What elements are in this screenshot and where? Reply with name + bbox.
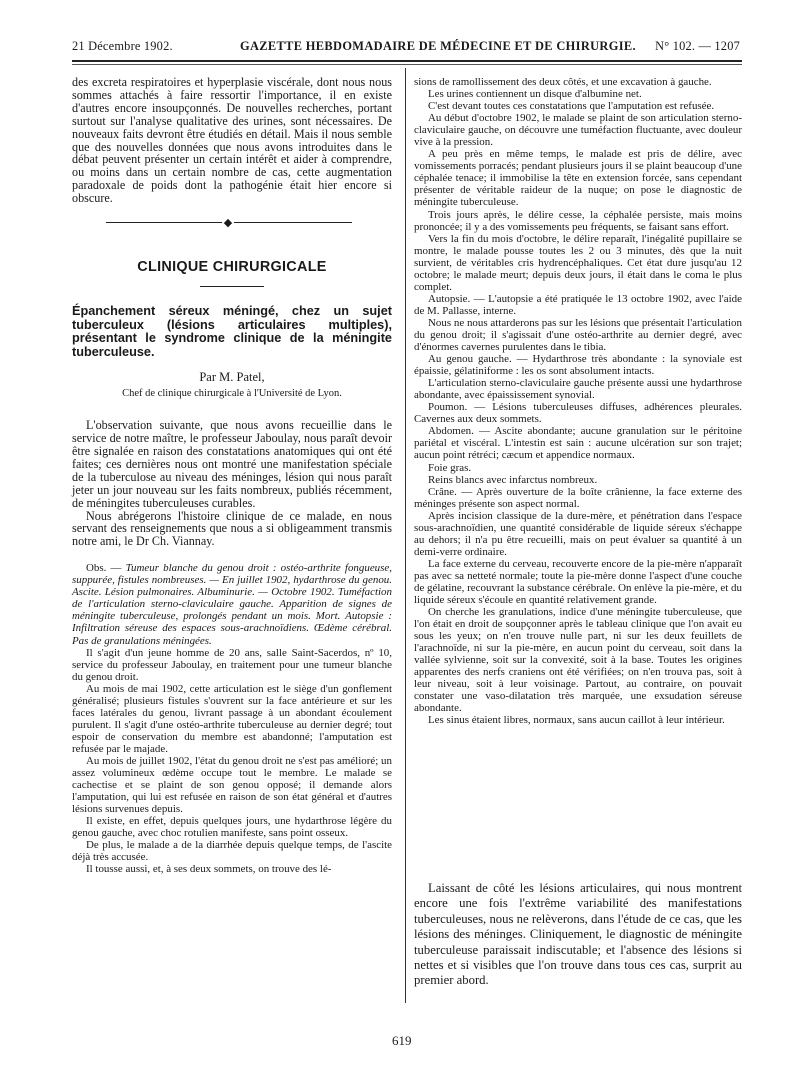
autopsy-paragraph: Abdomen. — Ascite abondante; aucune granulation sur le péritoine pariétal et viscéral. L'intestin est sain : aucune ulcération sur son trajet; aucun point rétréci; cæcum et appendice normaux. (414, 425, 742, 462)
observation-paragraph: Trois jours après, le délire cesse, la céphalée persiste, mais moins prononcée; il y a des vomissements peu fréquents, se faisant sans effort. (414, 208, 742, 233)
author-affiliation: Chef de clinique chirurgicale à l'Université de Lyon. (122, 388, 342, 400)
observation-paragraph: C'est devant toutes ces constatations que l'amputation est refusée. (428, 100, 715, 113)
observation-paragraph: Au mois de mai 1902, cette articulation est le siège d'un gonflement généralisé; plusieurs fistules s'ouvrent sur la face antérieure et sur les faces latérales du genou, livrant passage à un abondant écoulement purulent. Il s'agit d'une ostéo-arthrite tuberculeuse au dernier degré; tout espoir de conservation du membre est abandonné; l'amputation est refusée par le majade. (72, 682, 392, 755)
observation-paragraph: Au début d'octobre 1902, le malade se plaint de son articulation sterno-claviculaire gauche, on découvre une tuméfaction fluctuante, avec douleur vive à la pression. (414, 112, 742, 149)
autopsy-paragraph: Les sinus étaient libres, normaux, sans aucun caillot à leur intérieur. (428, 714, 725, 727)
autopsy-paragraph: Au genou gauche. — Hydarthrose très abondante : la synoviale est épaissie, gélatiniforme : les os sont absolument intacts. (414, 353, 742, 378)
autopsy-paragraph: Reins blancs avec infarctus nombreux. (428, 473, 598, 486)
right-column (414, 76, 742, 727)
conclusion-text: Laissant de côté les lésions articulaires, qui nous montrent encore une fois l'extrême variabilité des manifestations tuberculeuses, nous ne relèverons, dans l'étude de ce cas, que les lésions des méninges. Cliniquement, le diagnostic de méningite tuberculeuse paraissait indiscutable; et l'absence des lésions si nettes et si visibles que l'on trouve dans tous ces cas, surprit au premier abord. (414, 881, 742, 988)
observation-paragraph: Il tousse aussi, et, à ses deux sommets, on trouve des lé- (86, 863, 332, 876)
section-separator (72, 213, 392, 233)
article-byline: Par M. Patel, (199, 370, 265, 385)
observation-paragraph: De plus, le malade a de la diarrhée depuis quelque temps, de l'ascite déjà très accusée. (72, 839, 392, 864)
header-issue-number: N° 102. — 1207 (655, 39, 740, 53)
left-intro-paragraph: des excreta respiratoires et hyperplasie viscérale, dont nous nous sommes attachés à faire ressortir l'importance, il en existe d'autres encore insoupçonnés. De nouvelles recherches, portant surtout sur l'analyse qualitative des urines, sont nécessaires. De nouveaux faits devront être étudiés en détail. Mais il nous semble que des nouvelles données que nous avons introduites dans le débat peuvent présenter un certain intérêt et aider à comprendre, ou moins dans un certain nombre de cas, cette augmentation paradoxale de poids dont la pathogénie était hier encore si obscure. (72, 75, 392, 206)
observation-paragraph: Au mois de juillet 1902, l'état du genou droit ne s'est pas amélioré; un assez volumineux œdème occupe tout le membre. Le malade se cachectise et se plaint de son genou opposé; il demande alors l'amputation, qui lui est refusée en raison de son état général et d'autres lésions survenues depuis. (72, 754, 392, 816)
autopsy-paragraph: On cherche les granulations, indice d'une méningite tuberculeuse, que l'on était en droit de soupçonner après le tableau clinique que l'on avait eu sous les yeux; on n'en trouve nulle part, ni sur les deux feuillets de l'arachnoïde, ni sur la pie-mère, en aucun point du cerveau, soit dans la vallée sylvienne, soit sur la convexité, soit à la base. Toutes les origines apparentes des nerfs craniens ont été vérifiées; on n'en trouva pas, soit à leur niveau, soit à leur voisinage. Partout, au contraire, on pouvait constater une vaso-dilatation très marquée, une exsudation séreuse abondante. (414, 606, 742, 715)
observation-paragraph: sions de ramollissement des deux côtés, et une excavation à gauche. (414, 76, 712, 88)
body-paragraph: Nous abrégerons l'histoire clinique de ce malade, en nous servant des renseignements que nous a si obligeamment transmis notre ami, le Dr Ch. Viannay. (72, 508, 392, 549)
running-header (72, 37, 740, 57)
article-title: Épanchement séreux méningé, chez un sujet tuberculeux (lésions articulaires multiples), présentant le syndrome clinique de la méningite tuberculeuse. (72, 303, 392, 359)
header-date: 21 Décembre 1902. (72, 39, 173, 53)
autopsy-paragraph: Poumon. — Lésions tuberculeuses diffuses, adhérences pleurales. Cavernes aux deux sommets. (414, 401, 742, 426)
header-rule (72, 60, 742, 62)
observation-paragraph: Vers la fin du mois d'octobre, le délire reparaît, l'inégalité pupillaire se montre, le malade pousse toutes les 2 ou 3 minutes, dès que la nuit survient, de véritables cris hydrencéphaliques. Cet état dure jusqu'au 12 octobre; le malade meurt; depuis deux jours, il était dans le coma le plus complet. (414, 232, 742, 293)
autopsy-paragraph: Crâne. — Après ouverture de la boîte crânienne, la face externe des méninges présente son aspect normal. (414, 485, 742, 510)
observation-block (72, 562, 392, 875)
observation-paragraph: Il existe, en effet, depuis quelques jours, une hydarthrose légère du genou gauche, avec choc rotulien manifeste, sans point osseux. (72, 815, 392, 840)
autopsy-paragraph: Autopsie. — L'autopsie a été pratiquée le 13 octobre 1902, avec l'aide de M. Pallasse, interne. (414, 292, 742, 317)
observation-paragraph: Les urines contiennent un disque d'albumine net. (428, 88, 642, 101)
section-title-rule (200, 286, 264, 287)
autopsy-paragraph: Après incision classique de la dure-mère, et pénétration dans l'espace sous-arachnoïdien, une quantité considérable de liquide séreux s'échappe au dehors; il n'a pu être recueilli, mais on peut évaluer sa quantité à un demi-verre ordinaire. (414, 509, 742, 558)
observation-summary-text: Tumeur blanche du genou droit : ostéo-arthrite fongueuse, suppurée, fistules nombreuses. — En juillet 1902, hydarthrose du genou. Ascite. Lésion pulmonaires. Albuminurie. — Octobre 1902. Tuméfaction de l'articulation sterno-claviculaire gauche. Apparition de signes de méningite tuberculeuse, prolongés pendant un mois. Mort. Autopsie : Infiltration séreuse des espaces sous-arachnoïdiens. Œdème cérébral. Pas de granulations méningées. (72, 562, 392, 647)
left-column (72, 76, 392, 875)
autopsy-paragraph: Foie gras. (428, 461, 472, 474)
observation-summary (72, 562, 392, 646)
section-title: CLINIQUE CHIRURGICALE (137, 259, 327, 276)
observation-paragraph: A peu près en même temps, le malade est pris de délire, avec vomissements porracés; pendant plusieurs jours il se plaint beaucoup d'une céphalée tenace; il immobilise la tête en extension forcée, sans cependant présenter de véritable raideur de la nuque; on pose le diagnostic de méningite tuberculeuse. (414, 148, 742, 209)
body-paragraph: L'observation suivante, que nous avons recueillie dans le service de notre maître, le professeur Jaboulay, nous paraît devoir être signalée en raison des constatations anatomiques qui ont été faites; ces dernières nous ont montré une manifestation spéciale de la tuberculose au niveau des méninges, lésion qui nous paraît jeter un jour nouveau sur les faits nombreux, publiés récemment, de méningites tuberculeuses curables. (72, 418, 392, 510)
diamond-ornament-icon: ◆ (223, 217, 233, 230)
autopsy-paragraph: Nous ne nous attarderons pas sur les lésions que présentait l'articulation du genou droit; il s'agissait d'une ostéo-arthrite au dernier degré, avec d'énormes cavernes purulentes dans le tibia. (414, 316, 742, 354)
autopsy-paragraph: La face externe du cerveau, recouverte encore de la pie-mère n'apparaît pas avec sa netteté normale; toute la pie-mère donne l'aspect d'une couche de gélatine, recouvrant la substance cérébrale. On enlève la pie-mère, et du liquide séreux s'écoule en quantité relativement grande. (414, 557, 742, 607)
header-journal-title: GAZETTE HEBDOMADAIRE DE MÉDECINE ET DE CHIRURGIE. (240, 39, 636, 53)
page-number: 619 (392, 1033, 412, 1048)
column-divider (405, 68, 406, 1003)
conclusion-paragraph (414, 881, 742, 989)
header-rule-thin (72, 64, 742, 65)
autopsy-paragraph: L'articulation sterno-claviculaire gauche présente aussi une hydarthrose abondante, avec épaississement synovial. (414, 377, 742, 402)
observation-paragraph: Il s'agit d'un jeune homme de 20 ans, salle Saint-Sacerdos, nº 10, service du professeur Jaboulay, en traitement pour une tumeur blanche du genou droit. (72, 646, 392, 683)
observation-label: Obs. — (86, 562, 122, 575)
